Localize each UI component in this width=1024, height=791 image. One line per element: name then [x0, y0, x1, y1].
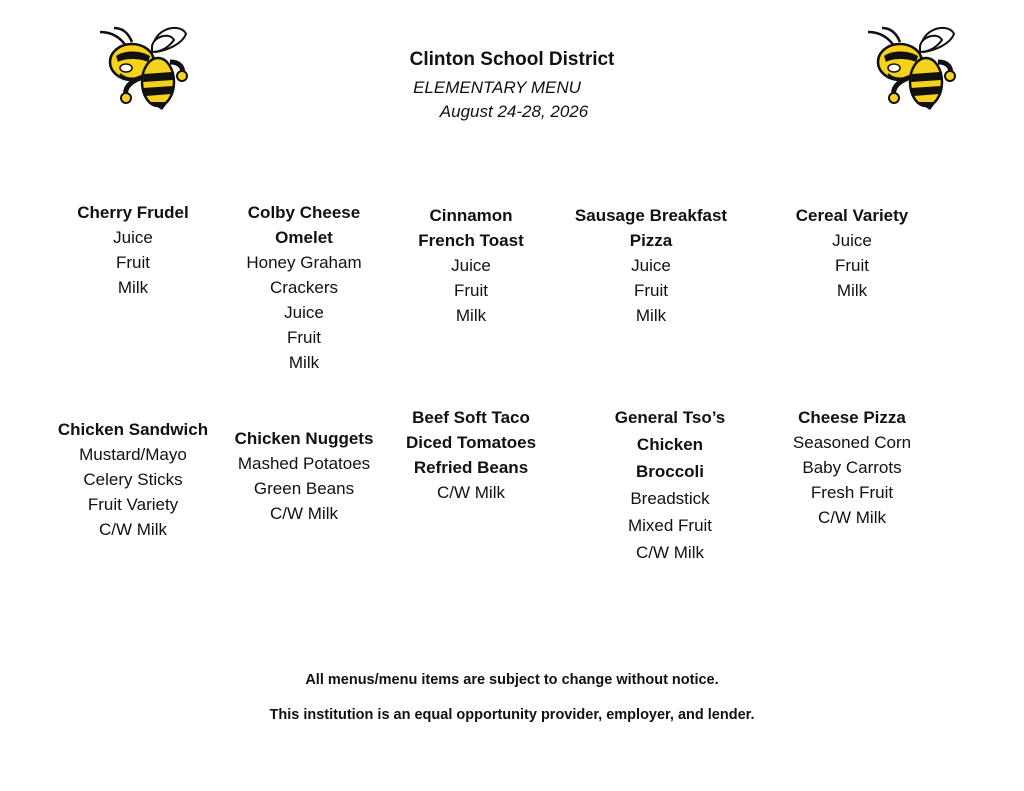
menu-entree: French Toast: [418, 231, 524, 250]
menu-item: Green Beans: [253, 479, 355, 498]
menu-item: Fresh Fruit: [810, 483, 894, 502]
menu-entree: Pizza: [629, 231, 673, 250]
lunch-day-3: [381, 405, 561, 505]
change-notice: All menus/menu items are subject to change without notice.: [305, 672, 719, 688]
menu-item: Honey Graham: [246, 253, 362, 272]
menu-entree: Broccoli: [635, 462, 705, 481]
menu-item: Mixed Fruit: [627, 516, 713, 535]
menu-subtitle: ELEMENTARY MENU: [413, 78, 581, 97]
menu-item: Celery Sticks: [83, 470, 183, 489]
menu-item: C/W Milk: [270, 504, 338, 523]
menu-item: Juice: [451, 256, 491, 275]
menu-item: Crackers: [269, 278, 338, 297]
menu-item: Mashed Potatoes: [237, 454, 371, 473]
menu-item: Fruit: [287, 328, 321, 347]
menu-item: C/W Milk: [437, 483, 505, 502]
lunch-day-1: [43, 417, 223, 542]
menu-item: Fruit: [454, 281, 488, 300]
menu-item: Juice: [832, 231, 872, 250]
menu-item: Fruit: [835, 256, 869, 275]
menu-item: Fruit: [116, 253, 150, 272]
menu-item: Milk: [117, 278, 149, 297]
menu-item: Milk: [288, 353, 320, 372]
menu-entree: Chicken Sandwich: [57, 420, 209, 439]
menu-item: Milk: [455, 306, 487, 325]
menu-item: C/W Milk: [636, 543, 704, 562]
breakfast-day-1: [43, 200, 223, 300]
menu-entree: Cereal Variety: [795, 206, 909, 225]
menu-entree: General Tso’s: [614, 408, 726, 427]
menu-item: C/W Milk: [99, 520, 167, 539]
breakfast-day-5: [762, 203, 942, 303]
lunch-day-5: [762, 405, 942, 530]
menu-entree: Cherry Frudel: [77, 203, 189, 222]
menu-item: Mustard/Mayo: [79, 445, 187, 464]
menu-entree: Chicken Nuggets: [234, 429, 374, 448]
yellowjacket-mascot-icon: [864, 22, 960, 114]
menu-item: Baby Carrots: [802, 458, 902, 477]
menu-item: Fruit: [634, 281, 668, 300]
menu-item: Juice: [631, 256, 671, 275]
breakfast-day-3: [381, 203, 561, 328]
menu-entree: Refried Beans: [413, 458, 529, 477]
menu-item: Juice: [113, 228, 153, 247]
menu-item: Juice: [284, 303, 324, 322]
menu-entree: Cinnamon: [429, 206, 513, 225]
menu-item: Breadstick: [630, 489, 710, 508]
page-title: Clinton School District: [409, 49, 615, 70]
yellowjacket-mascot-icon: [96, 22, 192, 114]
menu-entree: Beef Soft Taco: [412, 408, 530, 427]
menu-entree: Omelet: [275, 228, 333, 247]
menu-entree: Diced Tomatoes: [405, 433, 537, 452]
menu-item: Fruit Variety: [87, 495, 179, 514]
menu-entree: Cheese Pizza: [798, 408, 906, 427]
menu-item: Milk: [635, 306, 667, 325]
menu-item: Milk: [836, 281, 868, 300]
breakfast-day-2: [214, 200, 394, 375]
menu-entree: Sausage Breakfast: [574, 206, 728, 225]
menu-dates: August 24-28, 2026: [439, 102, 589, 121]
menu-entree: Colby Cheese: [247, 203, 361, 222]
lunch-day-4: [580, 404, 760, 566]
breakfast-day-4: [561, 203, 741, 328]
menu-entree: Chicken: [636, 435, 704, 454]
equal-opportunity-statement: This institution is an equal opportunity provider, employer, and lender.: [269, 707, 755, 723]
lunch-day-2: [214, 426, 394, 526]
menu-item: C/W Milk: [818, 508, 886, 527]
menu-item: Seasoned Corn: [792, 433, 912, 452]
